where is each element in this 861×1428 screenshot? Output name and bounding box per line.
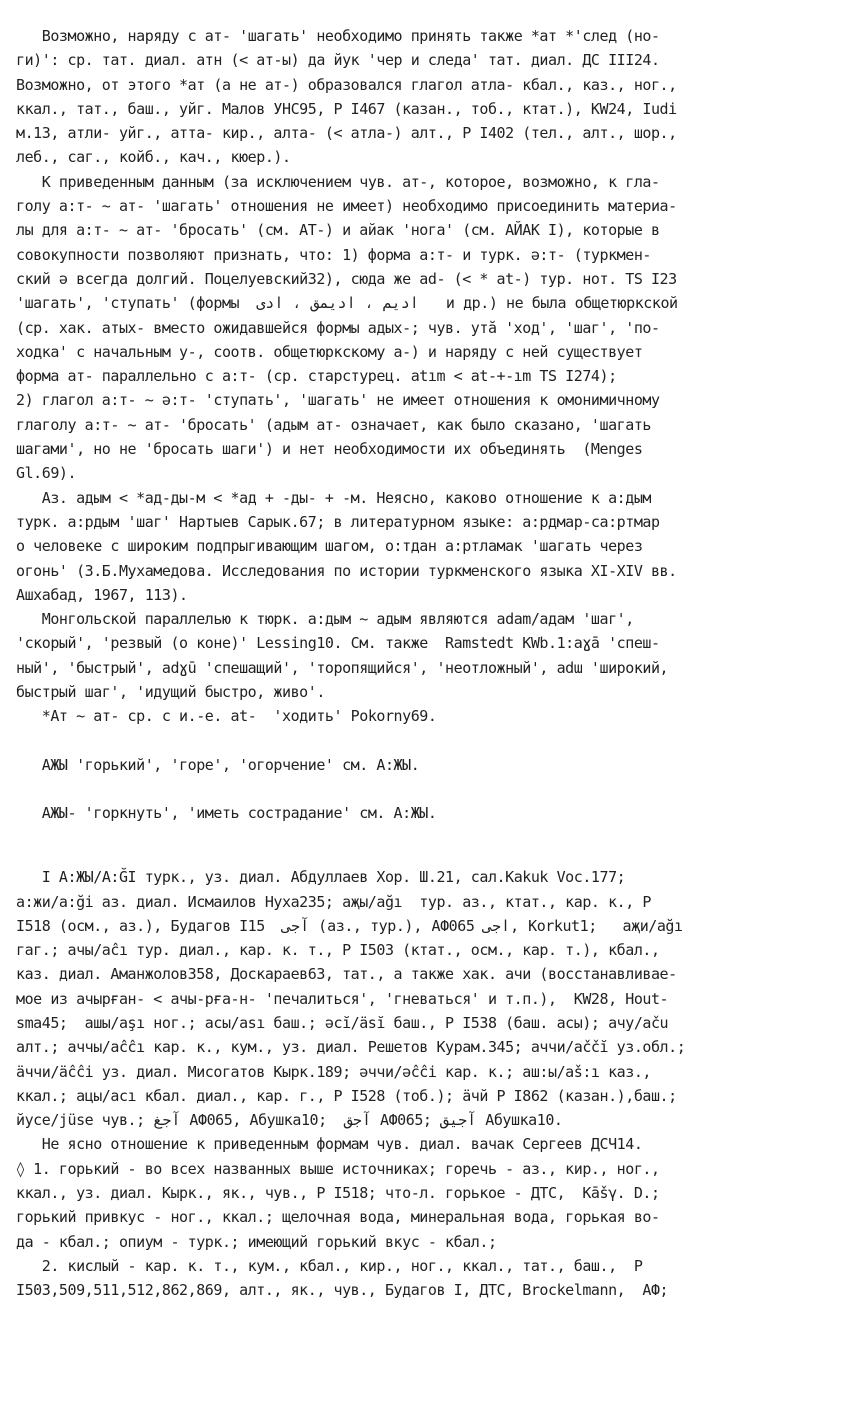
paragraph-mongolian-parallel: Монгольской параллелью к тюрк. а:дым ~ адым являются adam/адам 'шаг', 'скорый', 'резвый (о коне)' Lessing10. См. также Ramstedt KWb.1:aɣā 'спеш- ный', 'быстрый', adɣū 'спешащий', 'торопящийся', 'неотложный', adɯ 'широкий, быстрый шаг', 'идущий быстро, живо'. [16,610,669,702]
paragraph-indo-european: *Ат ~ ат- ср. с и.-е. at- 'ходить' Pokorny69. [16,707,437,726]
paragraph-az-adym: Аз. адым < *ад-ды-м < *ад + -ды- + -м. Неясно, каково отношение к а:дым турк. а:рдым 'шаг' Нартыев Сарык.67; в литературном языке: а:рдмар-са:ртмар о человеке с широким подпрыгивающим шагом, о:тдан а:ртламак 'шагать через огонь' (З.Б.Мухамедова. Исследования по истории туркменского языка XI-XIV вв. Ашхабад, 1967, 113). [16,488,677,604]
entry-azhy-noun: АЖЫ 'горький', 'горе', 'огорчение' см. А:ЖЫ. [16,755,420,774]
entry-azhy-verb: АЖЫ- 'горкнуть', 'иметь сострадание' см. А:ЖЫ. [16,803,437,822]
spacer [16,777,846,801]
paragraph-at-sled: Возможно, наряду с ат- 'шагать' необходимо принять также *ат *'след (но- ги)': ср. тат. диал. атн (< ат-ы) да йук 'чер и следа' тат. диал. ДС III24. Возможно, от этого *ат (а не ат-) образовался глагол атла- кбал., каз., ног., ккал., тат., баш., уйг. Малов УНС95, Р I467 (казан., тоб., ктат.), KW24, Iudi м.13, атли- уйг., атта- кир., алта- (< атла-) алт., Р I402 (тел., алт., шор., леб., саг., койб., кач., кюер.). [16,27,677,167]
spacer [16,825,846,865]
entry-a-zhy-sour: 2. кислый - кар. к. т., кум., кбал., кир., ног., ккал., тат., баш., Р I503,509,511,512,862,869, алт., як., чув., Будагов I, ДТС, Brockelmann, АФ; [16,1256,669,1300]
paragraph-materials: К приведенным данным (за исключением чув. ат-, которое, возможно, к гла- голу а:т- ~ ат- 'шагать' отношения не имеет) необходимо присоединить материа- лы для а:т- ~ ат- 'бросать' (см. АТ-) и айак 'нога' (см. АЙАК I), которые в совокупности позволяют признать, что: 1) форма а:т- и турк. ә:т- (туркмен- ский ә всегда долгий. Поцелуевский32), сюда же ad- (< * at-) тур. нот. TS I23 'шагать', 'ступать' (формы ادیم ، ادیمق ، ادی и др.) не была общетюркской (ср. хак. атых- вместо ожидавшейся формы адых-; чув. утӑ 'ход', 'шаг', 'по- ходка' с начальным у-, соотв. общетюркскому а-) и наряду с ней существует форма ат- параллельно с а:т- (ср. старстурец. atım < at-+-ım TS I274); 2) глагол а:т- ~ ә:т- 'ступать', 'шагать' не имеет отношения к омонимичному глаголу а:т- ~ ат- 'бросать' (адым ат- означает, как было сказано, 'шагать шагами', но не 'бросать шаги') и нет необходимости их объединять (Menges Gl.69). [16,172,678,483]
spacer [16,729,846,753]
entry-a-zhy-forms: I А:ЖЫ/А:ĞI турк., уз. диал. Абдуллаев Хор. Ш.21, сал.Kakuk Voc.177; а:жи/а:ğі аз. диал. Исмаилов Нуха235; аҗы/ağı тур. аз., ктат., кар. к., Р I518 (осм., аз.), Будагов I15 آجی (аз., тур.), АФ065 اجی, Korkut1; аҗи/ağı гаг.; ачы/aĉı тур. диал., кар. к. т., Р I503 (ктат., осм., кар. т.), кбал., каз. диал. Аманжолов358, Доскараев63, тат., а также хак. ачи (восстанавливае- мое из ачырған- < ачы-рға-н- 'печалиться', 'гневаться' и т.п.), KW28, Hout- sma45; ашы/aşı ног.; асы/ası баш.; әсĭ/äsĭ баш., Р I538 (баш. асы); ачу/aču алт.; аччы/aĉĉı кар. к., кум., уз. диал. Решетов Курам.345; аччи/aččĭ уз.обл.; äччи/äĉĉi уз. диал. Мисогатов Кырк.189; әччи/әĉĉi кар. к.; аш:ы/aš:ı каз., ккал.; ацы/acı кбал. диал., кар. г., Р I528 (тоб.); äчй Р I862 (казан.),баш.; йусе/jüse чув.; آجغ АФ065, Абушка10; آجق АФ065; آجیق Абушка10. [16,868,686,1130]
document-page [16,24,846,1303]
entry-a-zhy-meanings: Не ясно отношение к приведенным формам чув. диал. вачак Сергеев ДСЧ14. ◊ 1. горький - во всех названных выше источниках; горечь - аз., кир., ног., ккал., уз. диал. Кырк., як., чув., Р I518; что-л. горькое - ДТС, Kāšγ. D.; горький привкус - ног., ккал.; щелочная вода, минеральная вода, горькая во- да - кбал.; опиум - турк.; имеющий горький вкус - кбал.; [16,1135,660,1251]
